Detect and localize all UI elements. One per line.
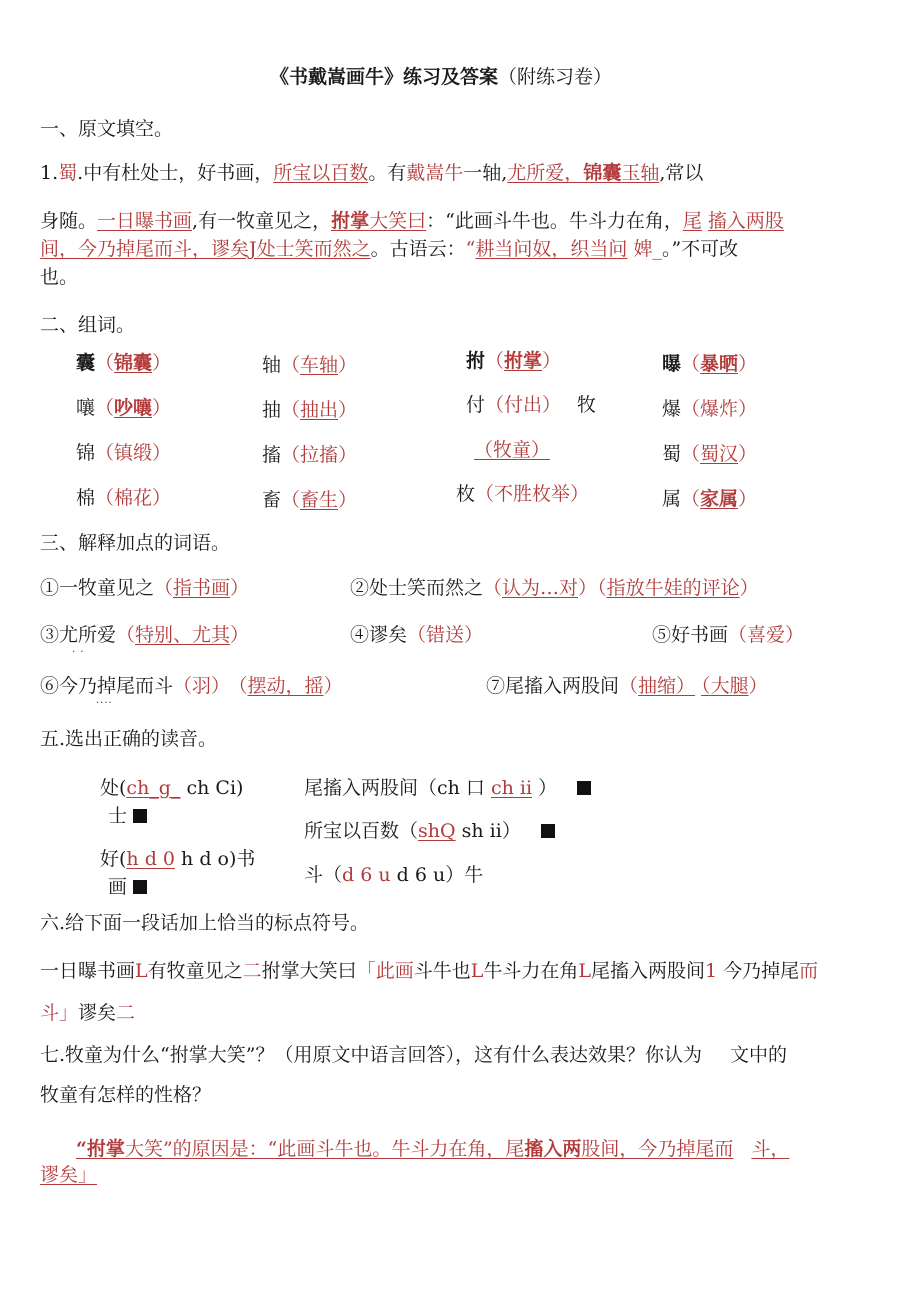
explain-item: [40, 622, 249, 648]
answer: “: [465, 238, 476, 260]
word-item: [76, 485, 171, 511]
reading-item-cont: [108, 803, 147, 829]
text: 有牧童见之: [147, 960, 243, 982]
title-main: 《书戴嵩画牛》练习及答案: [270, 66, 499, 88]
answer: （爆炸）: [681, 398, 758, 420]
text: d 6 u）牛: [390, 864, 484, 886]
emphasis-dots: ····: [96, 698, 113, 709]
answer: ch_g_: [126, 777, 181, 799]
paren: （: [281, 399, 301, 421]
answer: 斗，: [751, 1138, 790, 1160]
answer: 认为…对: [502, 577, 579, 599]
paren: ）: [230, 577, 250, 599]
answer: 指放牛娃的评论: [606, 577, 740, 599]
paren: ）: [338, 354, 358, 376]
char: 牧: [577, 394, 597, 416]
paren: ）: [738, 443, 758, 465]
answer: 搐入两股: [707, 210, 784, 232]
answer: 玉轴: [621, 162, 660, 184]
answer: 棉花: [114, 487, 153, 509]
text: 士: [108, 805, 128, 827]
answer: 大笑曰: [369, 210, 427, 232]
word-item: [262, 487, 357, 513]
paren: ）: [748, 675, 768, 697]
answer: 1: [705, 960, 718, 982]
answer: L: [135, 960, 148, 982]
answer: 「: [356, 960, 376, 982]
answer: 尾: [682, 210, 702, 232]
char: 锦: [76, 442, 96, 464]
section3-heading: 三、解释加点的词语。: [40, 532, 231, 554]
paren: （: [281, 489, 301, 511]
answer: 搐入两: [524, 1138, 582, 1160]
text: 好(: [100, 848, 127, 870]
char: 棉: [76, 487, 96, 509]
page-title: [270, 62, 612, 89]
answer: 抽缩）: [638, 675, 696, 697]
reading-item: [100, 775, 243, 801]
text: ④谬矣: [350, 624, 408, 646]
text: .中有杜处士，好书画，: [77, 162, 274, 184]
s1-line3: [40, 236, 738, 262]
paren: （: [681, 488, 701, 510]
text: sh ii）: [455, 820, 521, 842]
answer: 指书画: [173, 577, 231, 599]
section1-heading: 一、原文填空。: [40, 118, 174, 140]
text: 1.: [40, 162, 59, 184]
char: 属: [662, 488, 682, 510]
s1-line4: 也。: [40, 266, 79, 288]
section5-heading: 五.选出正确的读音。: [40, 728, 218, 750]
text: 。”不可改: [661, 238, 739, 260]
answer: 耕当问奴，织当问: [475, 238, 628, 260]
answer: 车轴: [300, 354, 339, 376]
text: ch Ci): [180, 777, 244, 799]
paren: （: [238, 675, 248, 697]
paren: （: [485, 350, 505, 372]
answer: 斗」: [40, 1002, 79, 1024]
word-item: [76, 440, 171, 466]
answer: 二: [242, 960, 262, 982]
paren: （: [281, 354, 301, 376]
char: 轴: [262, 354, 282, 376]
text: 所宝以百数（: [304, 820, 419, 842]
answer: shQ: [418, 820, 456, 842]
answer: h d 0: [126, 848, 175, 870]
paren: （: [154, 577, 174, 599]
paren: ）: [152, 352, 172, 374]
emphasis-dots: · ·: [72, 647, 85, 658]
word-item: [76, 395, 171, 421]
paren: ）: [152, 442, 172, 464]
answer: 拊掌: [504, 350, 543, 372]
char: 嚷: [76, 397, 96, 419]
text: ⑥今乃掉尾而斗: [40, 675, 174, 697]
answer: 大笑”的原因是：“此画斗牛也。牛斗力在角，尾: [124, 1138, 525, 1160]
answer: d 6 u: [342, 864, 391, 886]
answer: 暴晒: [700, 353, 739, 375]
text: 拊掌大笑曰: [261, 960, 357, 982]
answer: （不胜枚举）: [475, 483, 590, 505]
s7-answer-line1: [76, 1136, 789, 1162]
text: ）: [532, 777, 558, 799]
answer: （羽）: [173, 675, 231, 697]
char: 畜: [262, 489, 282, 511]
text: 尾搐入两股间: [591, 960, 706, 982]
s7-question-line1: [40, 1042, 787, 1068]
answer: 抽出: [300, 399, 339, 421]
text: ,有一牧童见之，: [192, 210, 332, 232]
paren: ）: [152, 397, 172, 419]
answer: 蜀汉: [700, 443, 739, 465]
answer: 镇缎: [114, 442, 153, 464]
text: 斗牛也: [413, 960, 471, 982]
paren: （: [701, 675, 711, 697]
s7-answer-line2: 谬矣」: [40, 1164, 98, 1186]
char: 搐: [262, 444, 282, 466]
section6-heading: 六.给下面一段话加上恰当的标点符号。: [40, 912, 370, 934]
word-item: [456, 481, 589, 507]
paren: （: [619, 675, 639, 697]
word-item: [262, 352, 357, 378]
filled-square-icon: [541, 824, 555, 838]
paren: （: [681, 443, 701, 465]
paren: （: [95, 352, 115, 374]
explain-item: [486, 673, 768, 699]
word-item: [262, 397, 357, 423]
paren: ）: [578, 577, 598, 599]
answer: 一日曝书画: [97, 210, 193, 232]
answer: 尤所爱，: [507, 162, 584, 184]
title-sub: （附练习卷）: [498, 66, 613, 88]
paren: ）: [338, 489, 358, 511]
explain-item: [40, 575, 249, 601]
char: 蜀: [662, 443, 682, 465]
word-item: [662, 441, 757, 467]
paren: （: [483, 577, 503, 599]
answer: 吵嚷: [114, 397, 153, 419]
answer: 此画: [375, 960, 414, 982]
paren: （: [681, 353, 701, 375]
filled-square-icon: [133, 809, 147, 823]
explain-item: [350, 575, 759, 601]
text: ⑦尾搐入两股间: [486, 675, 620, 697]
word-item: [76, 350, 171, 376]
paren: （: [95, 487, 115, 509]
paren: （: [597, 577, 607, 599]
answer: 拉搐: [300, 444, 339, 466]
char: 抽: [262, 399, 282, 421]
paren: ）: [738, 488, 758, 510]
paren: ）: [338, 444, 358, 466]
text: 牛斗力在角: [483, 960, 579, 982]
answer: 特别、尤其: [135, 624, 231, 646]
word-item: [662, 396, 757, 422]
char: 爆: [662, 398, 682, 420]
text: 一日曝书画: [40, 960, 136, 982]
paren: ）: [542, 350, 562, 372]
paren: （: [95, 397, 115, 419]
answer: L: [470, 960, 484, 982]
text: ：“此画斗牛也。牛斗力在角，: [426, 210, 683, 232]
s1-line1: [40, 160, 703, 186]
reading-item-cont: [108, 874, 147, 900]
s1-line2: [40, 208, 784, 234]
text: ③尤所爱: [40, 624, 117, 646]
paren: ）: [738, 353, 758, 375]
text: 七.牧童为什么“拊掌大笑”？（用原文中语言回答），这有什么表达效果？你认为: [40, 1044, 702, 1066]
text: 。古语云：: [370, 238, 466, 260]
answer: 间，今乃掉尾而斗，谬矣J处士笑而然之: [40, 238, 371, 260]
section2-heading: 二、组词。: [40, 314, 136, 336]
char: 囊: [76, 352, 96, 374]
paren: ）: [230, 624, 250, 646]
text: ②处士笑而然之: [350, 577, 484, 599]
answer: 锦囊: [114, 352, 153, 374]
text: 今乃掉尾: [717, 960, 800, 982]
text: ⑤好书画: [652, 624, 729, 646]
reading-item: [100, 846, 255, 872]
text: 斗（: [304, 864, 343, 886]
word-item: [262, 442, 357, 468]
answer: （错送）: [407, 624, 484, 646]
answer: 所宝以百数: [273, 162, 369, 184]
paren: （: [281, 444, 301, 466]
answer: 蜀: [58, 162, 78, 184]
explain-item: [350, 622, 483, 648]
explain-item: [652, 622, 804, 648]
answer: 摆动，摇: [247, 675, 324, 697]
answer: 而: [799, 960, 819, 982]
paren: （: [95, 442, 115, 464]
char: 拊: [466, 350, 486, 372]
reading-item: [304, 862, 483, 888]
text: 身随。: [40, 210, 98, 232]
s7-question-line2: 牧童有怎样的性格？: [40, 1084, 212, 1106]
answer: ch ii: [490, 777, 533, 799]
filled-square-icon: [577, 781, 591, 795]
answer: 婢_: [633, 238, 662, 260]
text: h d o)书: [175, 848, 256, 870]
paren: ）: [739, 577, 759, 599]
paren: ）: [323, 675, 343, 697]
word-item: [662, 486, 757, 512]
reading-item: [304, 775, 591, 801]
text: ,常以: [659, 162, 704, 184]
paren: （: [116, 624, 136, 646]
text: 文中的: [729, 1044, 787, 1066]
answer: 大腿: [710, 675, 749, 697]
paren: ）: [338, 399, 358, 421]
answer: （喜爱）: [728, 624, 805, 646]
text: 一轴,: [463, 162, 508, 184]
text: 谬矣: [78, 1002, 117, 1024]
word-item: [466, 392, 596, 418]
s6-line1: [40, 958, 818, 984]
answer: 二: [116, 1002, 136, 1024]
word-item: [662, 351, 757, 377]
answer: 家属: [700, 488, 739, 510]
answer: “拊掌: [76, 1138, 125, 1160]
char: 付: [466, 394, 486, 416]
s6-line2: [40, 1000, 135, 1026]
answer: （付出）: [485, 394, 562, 416]
answer: 股间，今乃掉尾而: [581, 1138, 734, 1160]
text: 画: [108, 876, 128, 898]
answer: 畜生: [300, 489, 339, 511]
paren: ）: [152, 487, 172, 509]
char: 枚: [456, 483, 476, 505]
answer: 戴嵩牛: [406, 162, 464, 184]
filled-square-icon: [133, 880, 147, 894]
text: 。有: [368, 162, 407, 184]
text: 处(: [100, 777, 127, 799]
answer: L: [578, 960, 591, 982]
explain-item: [40, 673, 343, 699]
char: 曝: [662, 353, 682, 375]
text: 尾搐入两股间（ch 口: [304, 777, 491, 799]
word-item: （牧童）: [474, 439, 551, 461]
reading-item: [304, 818, 555, 844]
answer: 拊掌: [331, 210, 370, 232]
word-item: [466, 348, 561, 374]
answer: 锦囊: [583, 162, 622, 184]
text: ①一牧童见之: [40, 577, 155, 599]
